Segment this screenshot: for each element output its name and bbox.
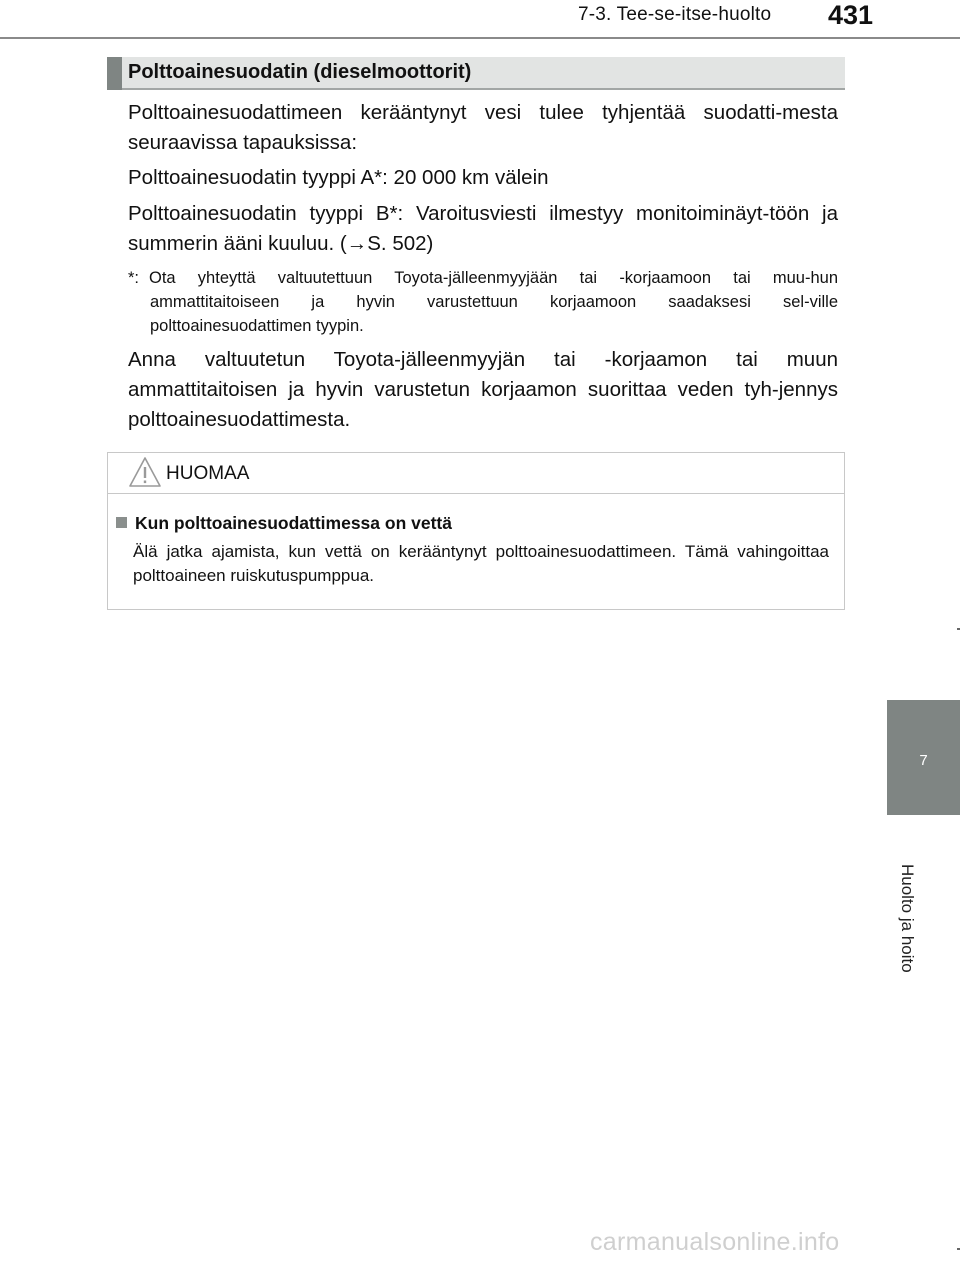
notice-header: [108, 453, 844, 494]
chapter-number: 7: [919, 752, 928, 769]
footnote-mark: *:: [128, 269, 140, 287]
chapter-label: [880, 864, 940, 973]
section-title-band: [107, 57, 845, 90]
chapter-tab: [887, 700, 960, 815]
paragraph-instruction: Anna valtuutetun Toyota-jälleenmyyjän tai -korjaamon tai muun ammattitaitoisen ja hyvin varustetun korjaamon suorittaa veden tyh-jennys polttoainesuodattimesta.: [128, 348, 838, 431]
notice-item-title: [116, 513, 452, 534]
section-title: Polttoainesuodatin (dieselmoottorit): [128, 61, 472, 83]
notice-box: [107, 452, 845, 610]
square-bullet-icon: [116, 517, 127, 528]
header-rule: [0, 37, 960, 39]
footnote: [128, 266, 838, 338]
notice-item-title-text: Kun polttoainesuodattimessa on vettä: [135, 513, 452, 533]
section-title-bar: [107, 57, 122, 90]
warning-triangle-icon: [128, 456, 162, 488]
chapter-label-text: Huolto ja hoito: [898, 864, 917, 973]
paragraph-type-b: Polttoainesuodatin tyyppi B*: Varoitusviesti ilmestyy monitoiminäyt-töön ja summerin ääni kuuluu. (→S. 502): [128, 202, 838, 255]
watermark: carmanualsonline.info: [590, 1228, 840, 1256]
header-section: 7-3. Tee-se-itse-huolto: [578, 4, 772, 25]
footnote-text: Ota yhteyttä valtuutettuun Toyota-jälleenmyyjään tai -korjaamoon tai muu-hun ammattitaitoiseen ja hyvin varustettuun korjaamoon saadaksesi sel-ville polttoainesuodattimen tyypin.: [149, 269, 838, 335]
paragraph-intro: Polttoainesuodattimeen kerääntynyt vesi tulee tyhjentää suodatti-mesta seuraavissa tapauksissa:: [128, 101, 838, 154]
notice-label: HUOMAA: [166, 463, 250, 484]
page-number: 431: [828, 0, 874, 30]
paragraph-type-a: Polttoainesuodatin tyyppi A*: 20 000 km välein: [128, 166, 549, 189]
notice-item-body: Älä jatka ajamista, kun vettä on kerääntynyt polttoainesuodattimeen. Tämä vahingoittaa polttoaineen ruiskutuspumppua.: [133, 542, 829, 585]
